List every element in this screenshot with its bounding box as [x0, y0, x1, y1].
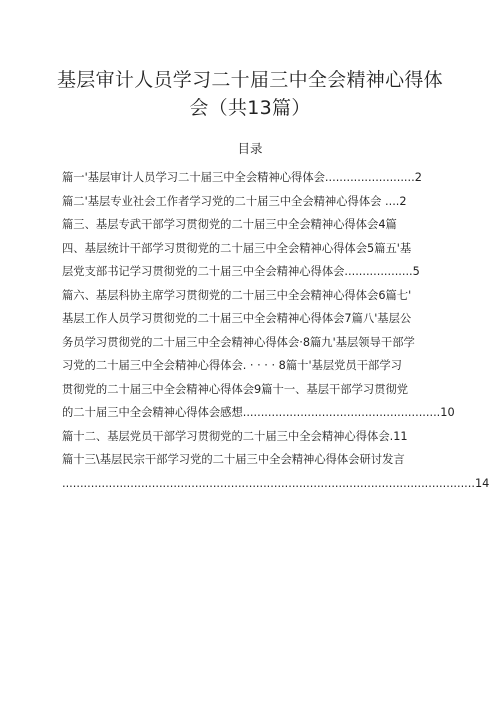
- toc-line[interactable]: 层党支部书记学习贯彻党的二十届三中全会精神心得体会...................5: [62, 265, 420, 278]
- toc-line[interactable]: 篇六、基层科协主席学习贯彻党的二十届三中全会精神心得体会6篇七': [62, 288, 412, 302]
- toc-line[interactable]: 习党的二十届三中全会精神心得体会. · · · · 8篇十'基层党员干部学习: [62, 359, 402, 372]
- toc-line[interactable]: 务员学习贯彻党的二十届三中全会精神心得体会·8篇九'基层领导干部学: [62, 335, 415, 349]
- toc-line[interactable]: 篇三、基层专武干部学习贯彻党的二十届三中全会精神心得体会4篇: [62, 218, 397, 231]
- table-of-contents: [62, 166, 490, 495]
- toc-line[interactable]: ...................................................................................................................14: [62, 476, 490, 490]
- toc-heading: 目录: [237, 141, 263, 156]
- toc-line[interactable]: 基层工作人员学习贯彻党的二十届三中全会精神心得体会7篇八'基层公: [62, 312, 412, 325]
- toc-line[interactable]: 篇一'基层审计人员学习二十届三中全会精神心得体会.........................2: [62, 171, 422, 184]
- toc-line[interactable]: 的二十届三中全会精神心得体会感想.......................................................10: [62, 406, 455, 419]
- document-title-line-1: 基层审计人员学习二十届三中全会精神心得体: [56, 69, 443, 91]
- toc-line[interactable]: 篇十三\基层民宗干部学习党的二十届三中全会精神心得体会研讨发言: [62, 453, 405, 466]
- toc-line[interactable]: 篇十二、基层党员干部学习贯彻党的二十届三中全会精神心得体会.11: [62, 429, 408, 443]
- document-title-line-2: 会（共13篇）: [189, 97, 311, 119]
- toc-line[interactable]: 四、基层统计干部学习贯彻党的二十届三中全会精神心得体会5篇五'基: [62, 241, 412, 255]
- toc-line[interactable]: 贯彻党的二十届三中全会精神心得体会9篇十一、基层干部学习贯彻党: [62, 382, 409, 396]
- toc-line[interactable]: 篇二'基层专业社会工作者学习党的二十届三中全会精神心得体会 ....2: [62, 194, 407, 208]
